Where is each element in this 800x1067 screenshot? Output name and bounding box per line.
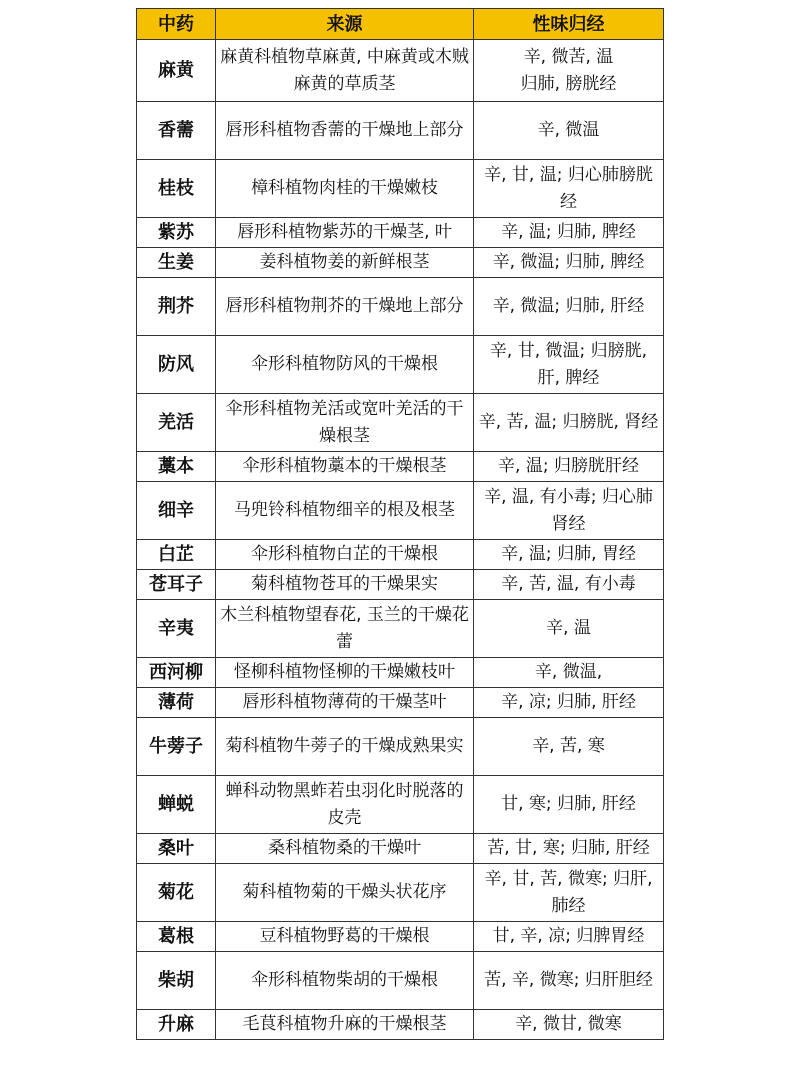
herb-nature: 辛, 苦, 寒 xyxy=(474,718,664,776)
herb-nature: 辛, 微温, xyxy=(474,658,664,688)
herb-nature: 辛, 微温 xyxy=(474,102,664,160)
table-row xyxy=(137,248,664,278)
herb-source: 伞形科植物藁本的干燥根茎 xyxy=(216,452,474,482)
herb-nature: 辛, 甘, 微温; 归膀胱, 肝, 脾经 xyxy=(474,336,664,394)
herb-nature: 辛, 甘, 温; 归心肺膀胱经 xyxy=(474,160,664,218)
herb-name: 苍耳子 xyxy=(137,570,216,600)
table-row xyxy=(137,336,664,394)
herb-source: 伞形科植物白芷的干燥根 xyxy=(216,540,474,570)
herb-name: 蝉蜕 xyxy=(137,776,216,834)
table-row xyxy=(137,452,664,482)
herb-nature: 苦, 辛, 微寒; 归肝胆经 xyxy=(474,952,664,1010)
herb-source: 菊科植物牛蒡子的干燥成熟果实 xyxy=(216,718,474,776)
herb-nature: 辛, 温; 归膀胱肝经 xyxy=(474,452,664,482)
herb-name: 藁本 xyxy=(137,452,216,482)
herb-source: 唇形科植物紫苏的干燥茎, 叶 xyxy=(216,218,474,248)
table-row xyxy=(137,540,664,570)
herb-source: 麻黄科植物草麻黄, 中麻黄或木贼麻黄的草质茎 xyxy=(216,40,474,102)
herb-name: 香薷 xyxy=(137,102,216,160)
header-source: 来源 xyxy=(216,9,474,40)
herb-name: 生姜 xyxy=(137,248,216,278)
header-row xyxy=(137,9,664,40)
herb-source: 伞形科植物柴胡的干燥根 xyxy=(216,952,474,1010)
table-row xyxy=(137,688,664,718)
table-row xyxy=(137,718,664,776)
table-row xyxy=(137,218,664,248)
table-row xyxy=(137,864,664,922)
herb-name: 防风 xyxy=(137,336,216,394)
table-row xyxy=(137,922,664,952)
herb-source: 毛茛科植物升麻的干燥根茎 xyxy=(216,1010,474,1040)
herb-source: 菊科植物苍耳的干燥果实 xyxy=(216,570,474,600)
herb-source: 樟科植物肉桂的干燥嫩枝 xyxy=(216,160,474,218)
header-nature: 性味归经 xyxy=(474,9,664,40)
table-row xyxy=(137,776,664,834)
herb-nature: 甘, 寒; 归肺, 肝经 xyxy=(474,776,664,834)
herb-source: 伞形科植物防风的干燥根 xyxy=(216,336,474,394)
herb-source: 唇形科植物香薷的干燥地上部分 xyxy=(216,102,474,160)
herb-name: 葛根 xyxy=(137,922,216,952)
herb-nature: 辛, 凉; 归肺, 肝经 xyxy=(474,688,664,718)
herb-nature: 辛, 甘, 苦, 微寒; 归肝, 肺经 xyxy=(474,864,664,922)
herb-nature: 辛, 微温; 归肺, 肝经 xyxy=(474,278,664,336)
table-row xyxy=(137,394,664,452)
herb-source: 唇形科植物薄荷的干燥茎叶 xyxy=(216,688,474,718)
herb-nature: 辛, 微甘, 微寒 xyxy=(474,1010,664,1040)
herb-name: 白芷 xyxy=(137,540,216,570)
herb-name: 升麻 xyxy=(137,1010,216,1040)
herb-name: 麻黄 xyxy=(137,40,216,102)
herb-name: 薄荷 xyxy=(137,688,216,718)
herb-name: 柴胡 xyxy=(137,952,216,1010)
herb-name: 辛夷 xyxy=(137,600,216,658)
table-row xyxy=(137,40,664,102)
herb-source: 木兰科植物望春花, 玉兰的干燥花蕾 xyxy=(216,600,474,658)
herb-source: 姜科植物姜的新鲜根茎 xyxy=(216,248,474,278)
herb-nature: 辛, 温, 有小毒; 归心肺肾经 xyxy=(474,482,664,540)
table-row xyxy=(137,952,664,1010)
herb-name: 羌活 xyxy=(137,394,216,452)
herb-source: 菊科植物菊的干燥头状花序 xyxy=(216,864,474,922)
herb-name: 紫苏 xyxy=(137,218,216,248)
herb-nature: 辛, 微温; 归肺, 脾经 xyxy=(474,248,664,278)
table-row xyxy=(137,102,664,160)
herb-source: 伞形科植物羌活或宽叶羌活的干燥根茎 xyxy=(216,394,474,452)
herb-table xyxy=(136,8,664,1040)
herb-source: 蝉科动物黑蚱若虫羽化时脱落的皮壳 xyxy=(216,776,474,834)
herb-source: 桑科植物桑的干燥叶 xyxy=(216,834,474,864)
table-row xyxy=(137,1010,664,1040)
herb-name: 菊花 xyxy=(137,864,216,922)
table-row xyxy=(137,482,664,540)
herb-name: 细辛 xyxy=(137,482,216,540)
herb-nature: 辛, 微苦, 温 归肺, 膀胱经 xyxy=(474,40,664,102)
herb-nature: 辛, 温 xyxy=(474,600,664,658)
herb-name: 桑叶 xyxy=(137,834,216,864)
table-row xyxy=(137,570,664,600)
herb-nature: 甘, 辛, 凉; 归脾胃经 xyxy=(474,922,664,952)
herb-name: 桂枝 xyxy=(137,160,216,218)
herb-source: 怪柳科植物怪柳的干燥嫩枝叶 xyxy=(216,658,474,688)
header-herb: 中药 xyxy=(137,9,216,40)
herb-source: 唇形科植物荆芥的干燥地上部分 xyxy=(216,278,474,336)
herb-source: 豆科植物野葛的干燥根 xyxy=(216,922,474,952)
table-row xyxy=(137,278,664,336)
table-row xyxy=(137,600,664,658)
herb-name: 牛蒡子 xyxy=(137,718,216,776)
herb-nature: 辛, 温; 归肺, 胃经 xyxy=(474,540,664,570)
herb-source: 马兜铃科植物细辛的根及根茎 xyxy=(216,482,474,540)
herb-nature: 苦, 甘, 寒; 归肺, 肝经 xyxy=(474,834,664,864)
herb-nature: 辛, 温; 归肺, 脾经 xyxy=(474,218,664,248)
table-row xyxy=(137,834,664,864)
herb-nature: 辛, 苦, 温, 有小毒 xyxy=(474,570,664,600)
herb-name: 荆芥 xyxy=(137,278,216,336)
table-row xyxy=(137,658,664,688)
herb-name: 西河柳 xyxy=(137,658,216,688)
table-row xyxy=(137,160,664,218)
herb-nature: 辛, 苦, 温; 归膀胱, 肾经 xyxy=(474,394,664,452)
